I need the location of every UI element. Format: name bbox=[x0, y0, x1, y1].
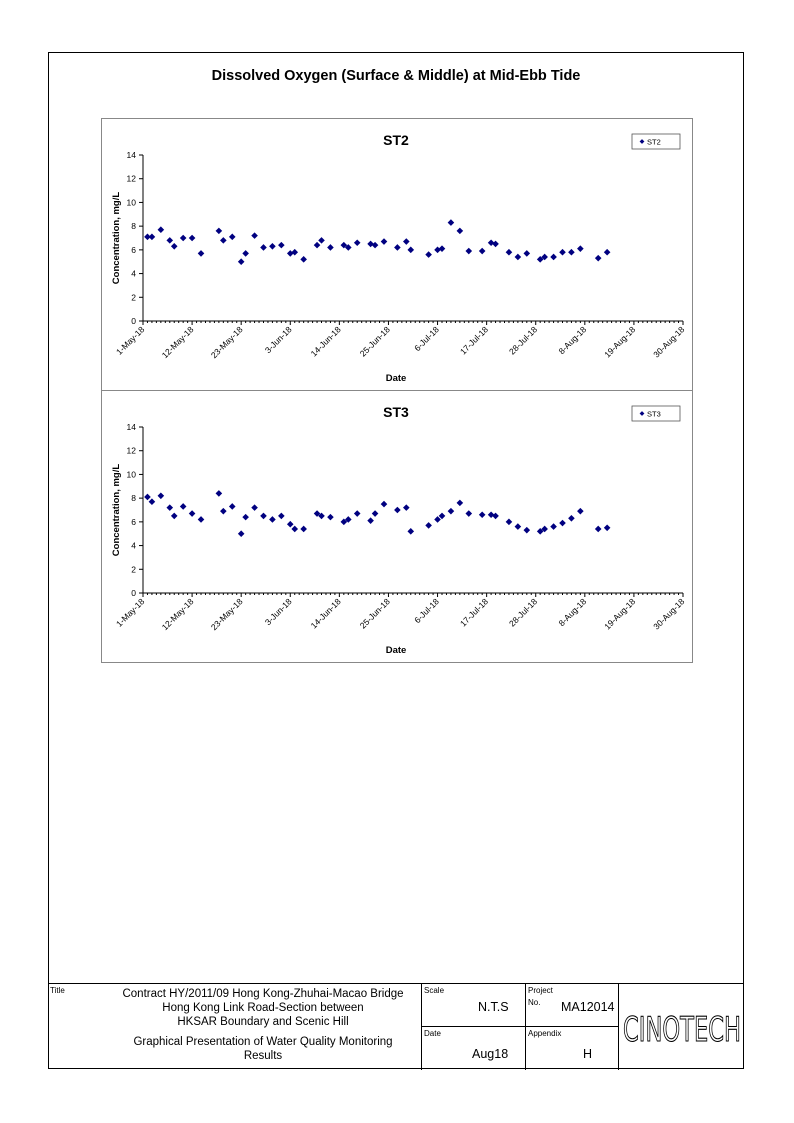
data-point bbox=[242, 514, 249, 521]
data-point bbox=[524, 527, 531, 534]
data-point bbox=[550, 523, 557, 530]
page-title: Dissolved Oxygen (Surface & Middle) at Mid-Ebb Tide bbox=[211, 68, 581, 84]
data-point bbox=[515, 254, 522, 261]
x-tick-label: 23-May-18 bbox=[208, 596, 245, 633]
data-point bbox=[216, 490, 223, 497]
data-point bbox=[425, 251, 432, 258]
data-point bbox=[559, 249, 566, 256]
x-tick-label: 19-Aug-18 bbox=[602, 324, 638, 360]
data-point bbox=[318, 237, 325, 244]
data-point bbox=[434, 516, 441, 523]
data-point bbox=[238, 258, 245, 265]
x-axis-label: Date bbox=[385, 645, 407, 656]
data-point bbox=[269, 516, 276, 523]
x-tick-label: 25-Jun-18 bbox=[357, 596, 392, 631]
x-tick-label: 1-May-18 bbox=[113, 324, 147, 357]
data-point bbox=[465, 248, 472, 255]
x-tick-label: 6-Jul-18 bbox=[412, 324, 441, 354]
x-tick-label: 12-May-18 bbox=[159, 324, 196, 361]
cinotech-logo bbox=[620, 1008, 744, 1048]
data-point bbox=[229, 234, 236, 241]
data-point bbox=[278, 242, 285, 249]
data-point bbox=[381, 501, 388, 508]
title-block-divider bbox=[525, 984, 526, 1070]
subtitle-line: Results bbox=[243, 1050, 283, 1062]
title-block-divider bbox=[421, 1026, 618, 1027]
y-tick-label: 4 bbox=[131, 540, 136, 551]
chart-legend bbox=[632, 406, 680, 421]
data-point bbox=[506, 249, 513, 256]
x-tick-label: 28-Jul-18 bbox=[507, 324, 540, 357]
project-no-label: No. bbox=[528, 998, 541, 1007]
data-point bbox=[595, 526, 602, 533]
x-tick-label: 1-May-18 bbox=[113, 596, 147, 629]
y-tick-label: 10 bbox=[126, 469, 136, 480]
data-point bbox=[394, 507, 401, 514]
data-point bbox=[220, 508, 227, 515]
data-point bbox=[403, 238, 410, 245]
x-tick-label: 14-Jun-18 bbox=[308, 596, 343, 631]
data-point bbox=[314, 242, 321, 249]
logo-text: CINOTECH bbox=[623, 1010, 741, 1050]
project-number: MA12014 bbox=[561, 1000, 615, 1014]
data-point bbox=[604, 524, 611, 531]
y-tick-label: 12 bbox=[126, 445, 136, 456]
data-point bbox=[144, 494, 151, 501]
data-point bbox=[577, 245, 584, 252]
y-axis-label: Concentration, mg/L bbox=[111, 463, 122, 557]
data-point bbox=[260, 244, 267, 251]
data-point bbox=[515, 523, 522, 530]
data-point bbox=[180, 235, 187, 242]
data-point bbox=[550, 254, 557, 261]
data-point bbox=[198, 516, 205, 523]
data-point bbox=[448, 508, 455, 515]
x-tick-label: 14-Jun-18 bbox=[308, 324, 343, 359]
data-point bbox=[465, 510, 472, 517]
data-point bbox=[457, 500, 464, 507]
date-value: Aug18 bbox=[472, 1047, 509, 1061]
data-point bbox=[158, 226, 165, 233]
data-point bbox=[604, 249, 611, 256]
data-point bbox=[242, 250, 249, 257]
y-tick-label: 0 bbox=[131, 588, 136, 598]
data-point bbox=[457, 228, 464, 235]
y-tick-label: 10 bbox=[126, 197, 136, 208]
chart-legend bbox=[632, 134, 680, 149]
data-point bbox=[278, 513, 285, 520]
x-tick-label: 19-Aug-18 bbox=[602, 596, 638, 632]
x-tick-label: 3-Jun-18 bbox=[262, 324, 294, 356]
chart-title: ST3 bbox=[383, 404, 409, 420]
title-label: Title bbox=[50, 986, 65, 995]
x-tick-label: 12-May-18 bbox=[159, 596, 196, 633]
project-label: Project bbox=[528, 986, 553, 995]
data-point bbox=[189, 510, 196, 517]
document-subtitle bbox=[108, 1035, 418, 1063]
data-point bbox=[479, 248, 486, 255]
title-block bbox=[48, 983, 744, 1069]
data-point bbox=[425, 522, 432, 529]
data-point bbox=[479, 511, 486, 518]
y-tick-label: 14 bbox=[126, 150, 136, 160]
contract-title-line: HKSAR Boundary and Scenic Hill bbox=[177, 1016, 349, 1028]
data-point bbox=[171, 243, 178, 250]
x-tick-label: 28-Jul-18 bbox=[507, 596, 540, 629]
x-tick-label: 17-Jul-18 bbox=[457, 596, 491, 629]
y-tick-label: 0 bbox=[131, 316, 136, 326]
data-point bbox=[577, 508, 584, 515]
data-point bbox=[166, 504, 173, 511]
data-point bbox=[260, 513, 267, 520]
data-point bbox=[149, 234, 156, 241]
data-point bbox=[372, 510, 379, 517]
x-tick-label: 17-Jul-18 bbox=[457, 324, 491, 357]
charts-container bbox=[101, 118, 693, 663]
data-point bbox=[439, 513, 446, 520]
data-point bbox=[291, 526, 298, 533]
data-point bbox=[287, 521, 294, 528]
data-point bbox=[216, 228, 223, 235]
x-tick-label: 8-Aug-18 bbox=[556, 324, 589, 357]
data-point bbox=[595, 255, 602, 262]
x-tick-label: 23-May-18 bbox=[208, 324, 245, 361]
y-tick-label: 6 bbox=[131, 244, 136, 255]
data-point bbox=[198, 250, 205, 257]
data-point bbox=[568, 515, 575, 522]
chart-st2 bbox=[102, 119, 694, 391]
data-point bbox=[524, 250, 531, 257]
data-point bbox=[407, 528, 414, 535]
data-point bbox=[166, 237, 173, 244]
data-point bbox=[220, 237, 227, 244]
data-point bbox=[327, 244, 334, 251]
chart-title: ST2 bbox=[383, 132, 409, 148]
legend-label: ST3 bbox=[647, 409, 661, 419]
data-point bbox=[251, 232, 258, 239]
data-point bbox=[300, 526, 307, 533]
scale-value: N.T.S bbox=[478, 1000, 509, 1014]
data-point bbox=[171, 513, 178, 520]
x-tick-label: 25-Jun-18 bbox=[357, 324, 392, 359]
chart-st3 bbox=[102, 391, 694, 663]
subtitle-line: Graphical Presentation of Water Quality Monitoring bbox=[133, 1036, 393, 1048]
data-point bbox=[559, 520, 566, 527]
appendix-label: Appendix bbox=[528, 1029, 562, 1038]
data-point bbox=[180, 503, 187, 510]
x-tick-label: 3-Jun-18 bbox=[262, 596, 294, 628]
y-tick-label: 8 bbox=[131, 493, 136, 504]
data-point bbox=[354, 510, 361, 517]
y-tick-label: 8 bbox=[131, 221, 136, 232]
date-label: Date bbox=[424, 1029, 441, 1038]
data-point bbox=[407, 247, 414, 254]
title-block-divider bbox=[618, 984, 619, 1070]
data-point bbox=[327, 514, 334, 521]
data-point bbox=[189, 235, 196, 242]
data-point bbox=[300, 256, 307, 263]
y-tick-label: 14 bbox=[126, 422, 136, 432]
y-tick-label: 4 bbox=[131, 268, 136, 279]
contract-title-line: Hong Kong Link Road-Section between bbox=[162, 1002, 364, 1014]
y-axis-label: Concentration, mg/L bbox=[111, 191, 122, 285]
scale-label: Scale bbox=[424, 986, 445, 995]
data-point bbox=[158, 492, 165, 499]
data-point bbox=[448, 219, 455, 226]
y-tick-label: 2 bbox=[131, 292, 136, 303]
x-tick-label: 30-Aug-18 bbox=[651, 596, 687, 632]
data-point bbox=[394, 244, 401, 251]
data-point bbox=[506, 519, 513, 526]
contract-title-line: Contract HY/2011/09 Hong Kong-Zhuhai-Macao Bridge bbox=[122, 988, 404, 1000]
data-point bbox=[367, 517, 374, 524]
appendix-value: H bbox=[583, 1047, 593, 1061]
data-point bbox=[238, 530, 245, 537]
data-point bbox=[269, 243, 276, 250]
y-tick-label: 6 bbox=[131, 516, 136, 527]
x-tick-label: 6-Jul-18 bbox=[412, 596, 441, 626]
contract-title bbox=[108, 987, 418, 1029]
data-point bbox=[251, 504, 258, 511]
legend-label: ST2 bbox=[647, 137, 661, 147]
x-tick-label: 8-Aug-18 bbox=[556, 596, 589, 629]
title-block-divider bbox=[421, 984, 422, 1070]
y-tick-label: 12 bbox=[126, 173, 136, 184]
data-point bbox=[229, 503, 236, 510]
data-point bbox=[149, 498, 156, 505]
x-tick-label: 30-Aug-18 bbox=[651, 324, 687, 360]
y-tick-label: 2 bbox=[131, 564, 136, 575]
data-point bbox=[403, 504, 410, 511]
x-axis-label: Date bbox=[385, 373, 407, 384]
data-point bbox=[354, 239, 361, 246]
data-point bbox=[568, 249, 575, 256]
data-point bbox=[381, 238, 388, 245]
